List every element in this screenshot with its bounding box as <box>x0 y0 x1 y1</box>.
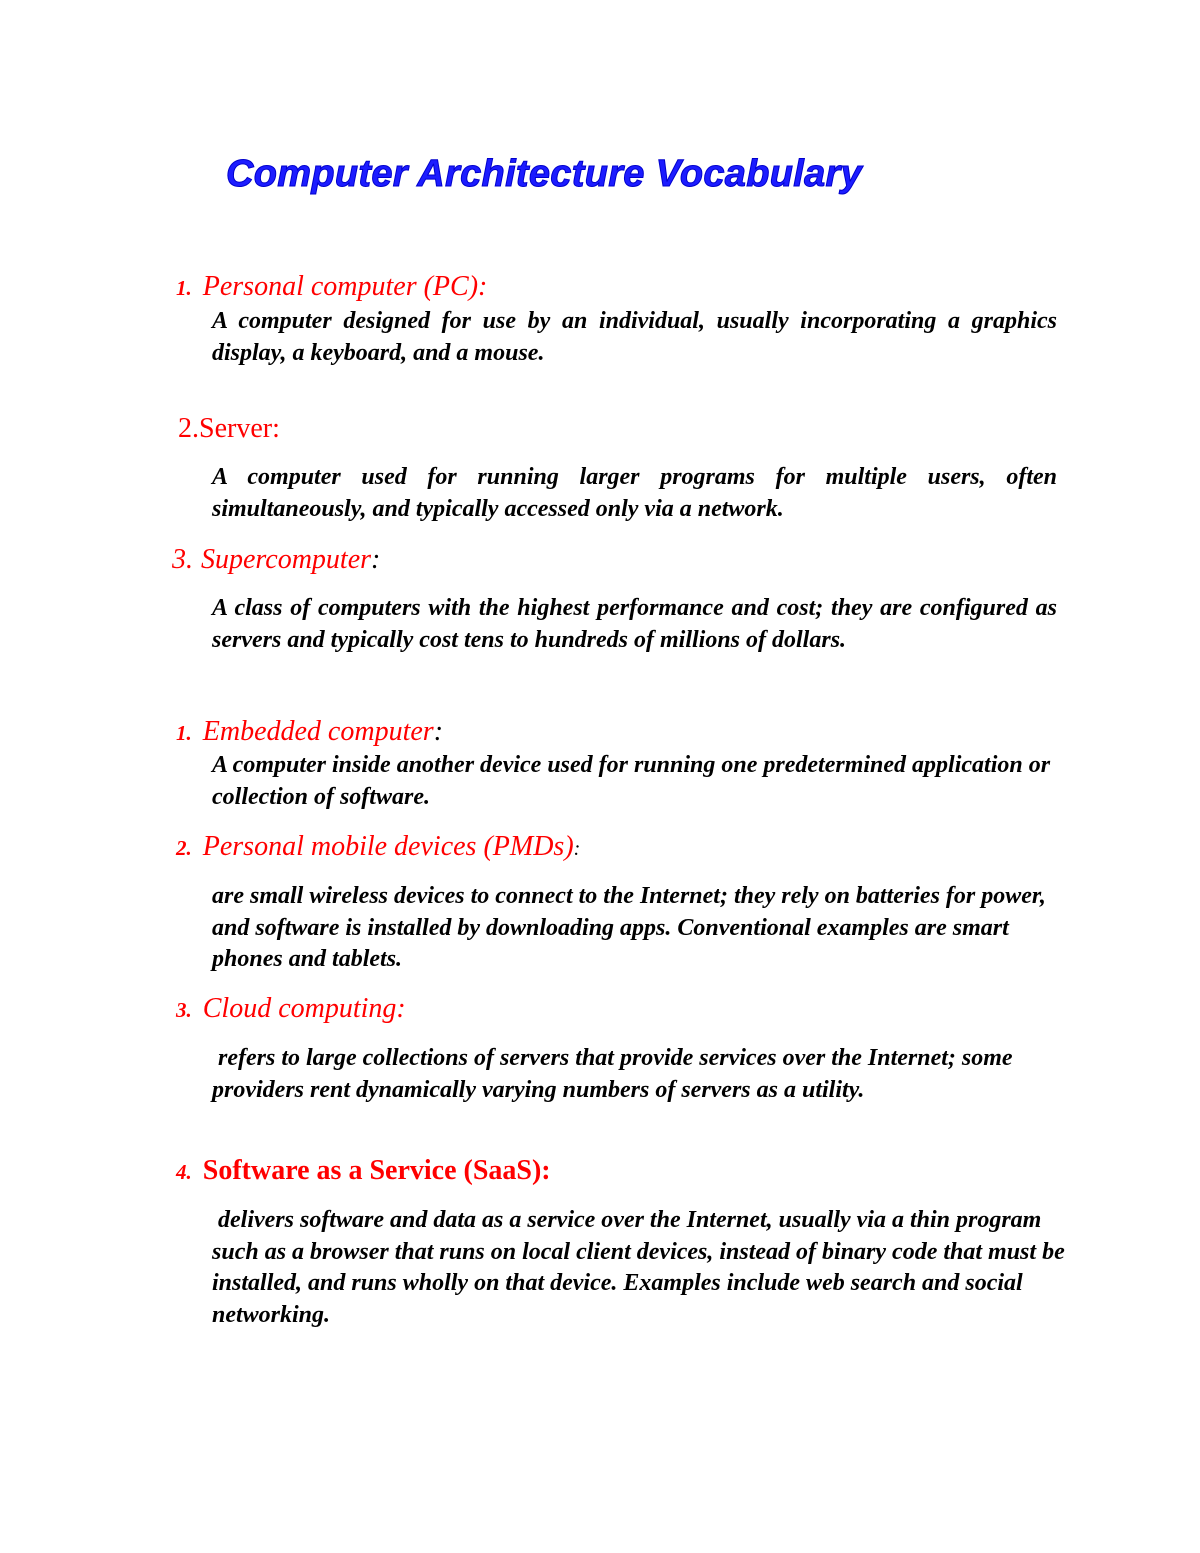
term-definition-personal-mobile-devices: are small wireless devices to connect to the Internet; they rely on batteries for power, and software is installed by downloading apps. Conventional examples are smart phones and tablets. <box>212 883 1046 972</box>
term-heading-cloud-computing <box>176 992 406 1027</box>
term-heading-embedded-computer <box>176 715 443 750</box>
term-number: 1. <box>176 276 192 300</box>
term-definition-embedded-computer: A computer inside another device used for running one predetermined application or collection of software. <box>212 752 1051 810</box>
term-number: 3. <box>176 998 192 1022</box>
term-colon: : <box>433 716 444 747</box>
term-colon: : <box>371 544 381 575</box>
term-definition-personal-computer: A computer designed for use by an individual, usually incorporating a graphics display, a keyboard, and a mouse. <box>212 308 1057 366</box>
term-number: 3. <box>172 544 193 575</box>
term-number: 2. <box>178 413 199 444</box>
term-definition-supercomputer: A class of computers with the highest performance and cost; they are configured as servers and typically cost tens to hundreds of millions of dollars. <box>212 595 1057 653</box>
term-colon: : <box>573 838 581 860</box>
page-title: Computer Architecture Vocabulary <box>226 153 863 195</box>
term-definition-cloud-computing: refers to large collections of servers that provide services over the Internet; some providers rent dynamically varying numbers of servers as a utility. <box>212 1045 1013 1103</box>
term-name: Embedded computer <box>202 716 434 747</box>
term-number: 1. <box>176 721 192 745</box>
term-name: Server: <box>199 413 280 444</box>
term-heading-software-as-a-service <box>176 1154 551 1189</box>
term-number: 4. <box>176 1160 192 1184</box>
term-name: Cloud computing: <box>202 993 406 1024</box>
term-name: Software as a Service (SaaS): <box>202 1155 551 1186</box>
term-name: Supercomputer <box>201 544 372 575</box>
term-heading-server <box>178 412 280 446</box>
term-definition-server: A computer used for running larger programs for multiple users, often simultaneously, and typically accessed only via a network. <box>212 464 1057 522</box>
term-name: Personal mobile devices (PMDs) <box>202 831 574 862</box>
term-heading-supercomputer <box>172 543 380 577</box>
term-definition-software-as-a-service: delivers software and data as a service over the Internet, usually via a thin program such as a browser that runs on local client devices, instead of binary code that must be installed, and runs wholly on that device. Examples include web search and social networking. <box>212 1207 1065 1328</box>
term-heading-personal-computer <box>176 270 487 305</box>
term-heading-personal-mobile-devices <box>176 830 580 866</box>
term-name: Personal computer (PC): <box>202 271 488 302</box>
term-number: 2. <box>176 836 192 860</box>
